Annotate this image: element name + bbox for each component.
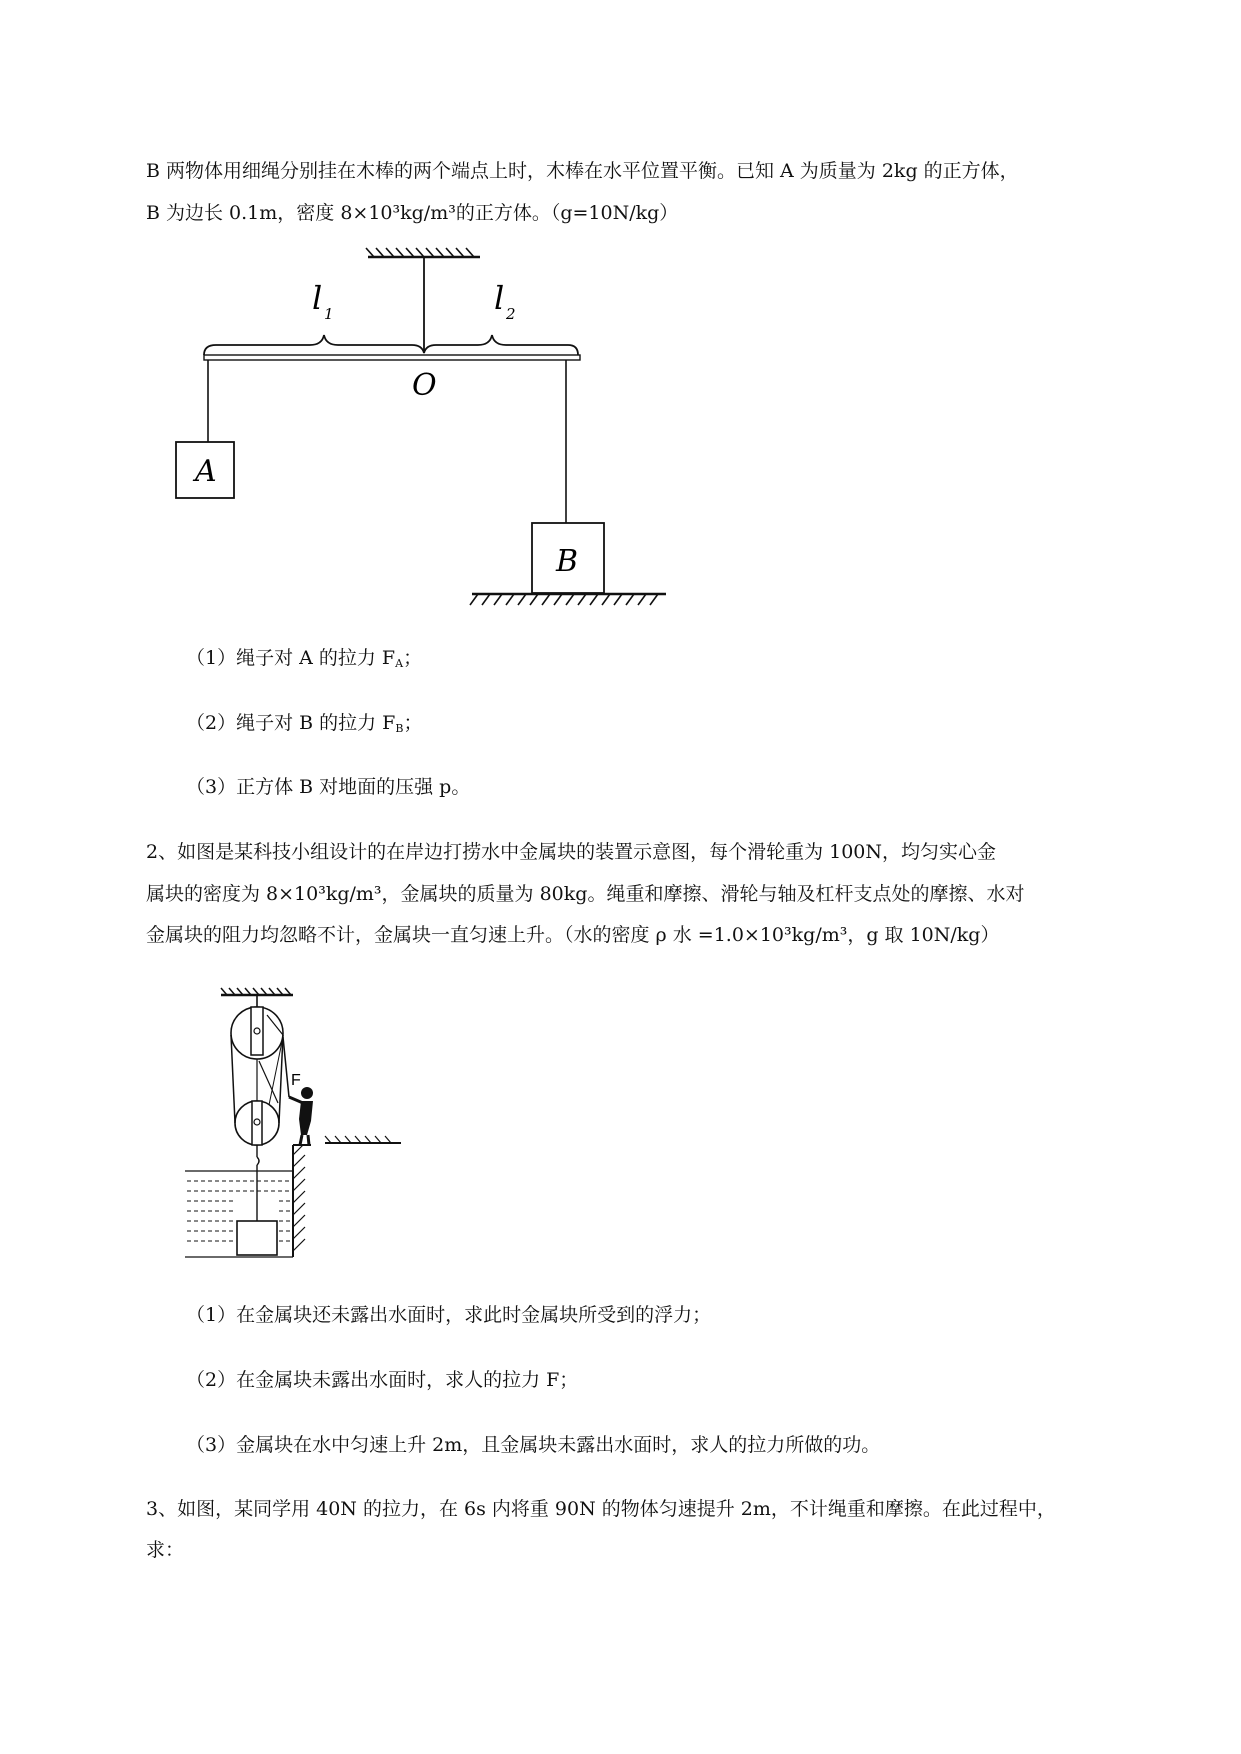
metal-block — [237, 1221, 277, 1255]
problem1-q3: （3）正方体 B 对地面的压强 p。 — [186, 776, 471, 798]
problem1-q2: （2）绳子对 B 的拉力 FB； — [186, 712, 423, 735]
problem2-q2: （2）在金属块未露出水面时，求人的拉力 F； — [186, 1369, 579, 1391]
problem3-line1: 3、如图，某同学用 40N 的拉力，在 6s 内将重 90N 的物体匀速提升 2m，不计绳重和摩擦。在此过程中， — [146, 1498, 1056, 1520]
label-a: A — [195, 454, 217, 489]
label-o: O — [412, 368, 437, 403]
problem2-q3: （3）金属块在水中匀速上升 2m，且金属块未露出水面时，求人的拉力所做的功。 — [186, 1434, 881, 1456]
problem1-q1: （1）绳子对 A 的拉力 FA； — [186, 647, 423, 670]
lever-figure — [160, 245, 680, 615]
problem2-line3: 金属块的阻力均忽略不计，金属块一直匀速上升。（水的密度 ρ 水 =1.0×10³kg/m³，g 取 10N/kg） — [146, 924, 1000, 946]
problem2-line2: 属块的密度为 8×10³kg/m³，金属块的质量为 80kg。绳重和摩擦、滑轮与轴及杠杆支点处的摩擦、水对 — [146, 883, 1025, 905]
problem2-line1: 2、如图是某科技小组设计的在岸边打捞水中金属块的装置示意图，每个滑轮重为 100N，均匀实心金 — [146, 841, 997, 863]
problem1-intro-line2: B 为边长 0.1m，密度 8×10³kg/m³的正方体。（g=10N/kg） — [146, 202, 679, 224]
problem2-q1: （1）在金属块还未露出水面时，求此时金属块所受到的浮力； — [186, 1304, 712, 1326]
label-f: F — [291, 1072, 301, 1089]
label-l1-sub: 1 — [324, 305, 334, 323]
label-l1: l — [312, 279, 323, 317]
label-b: B — [556, 544, 579, 579]
problem1-intro-line1: B 两物体用细绳分别挂在木棒的两个端点上时，木棒在水平位置平衡。已知 A 为质量为 2kg 的正方体， — [146, 160, 1019, 182]
label-l2: l — [494, 279, 505, 317]
problem3-line2: 求： — [146, 1539, 185, 1561]
pulley-figure — [175, 985, 415, 1265]
label-l2-sub: 2 — [506, 305, 516, 323]
